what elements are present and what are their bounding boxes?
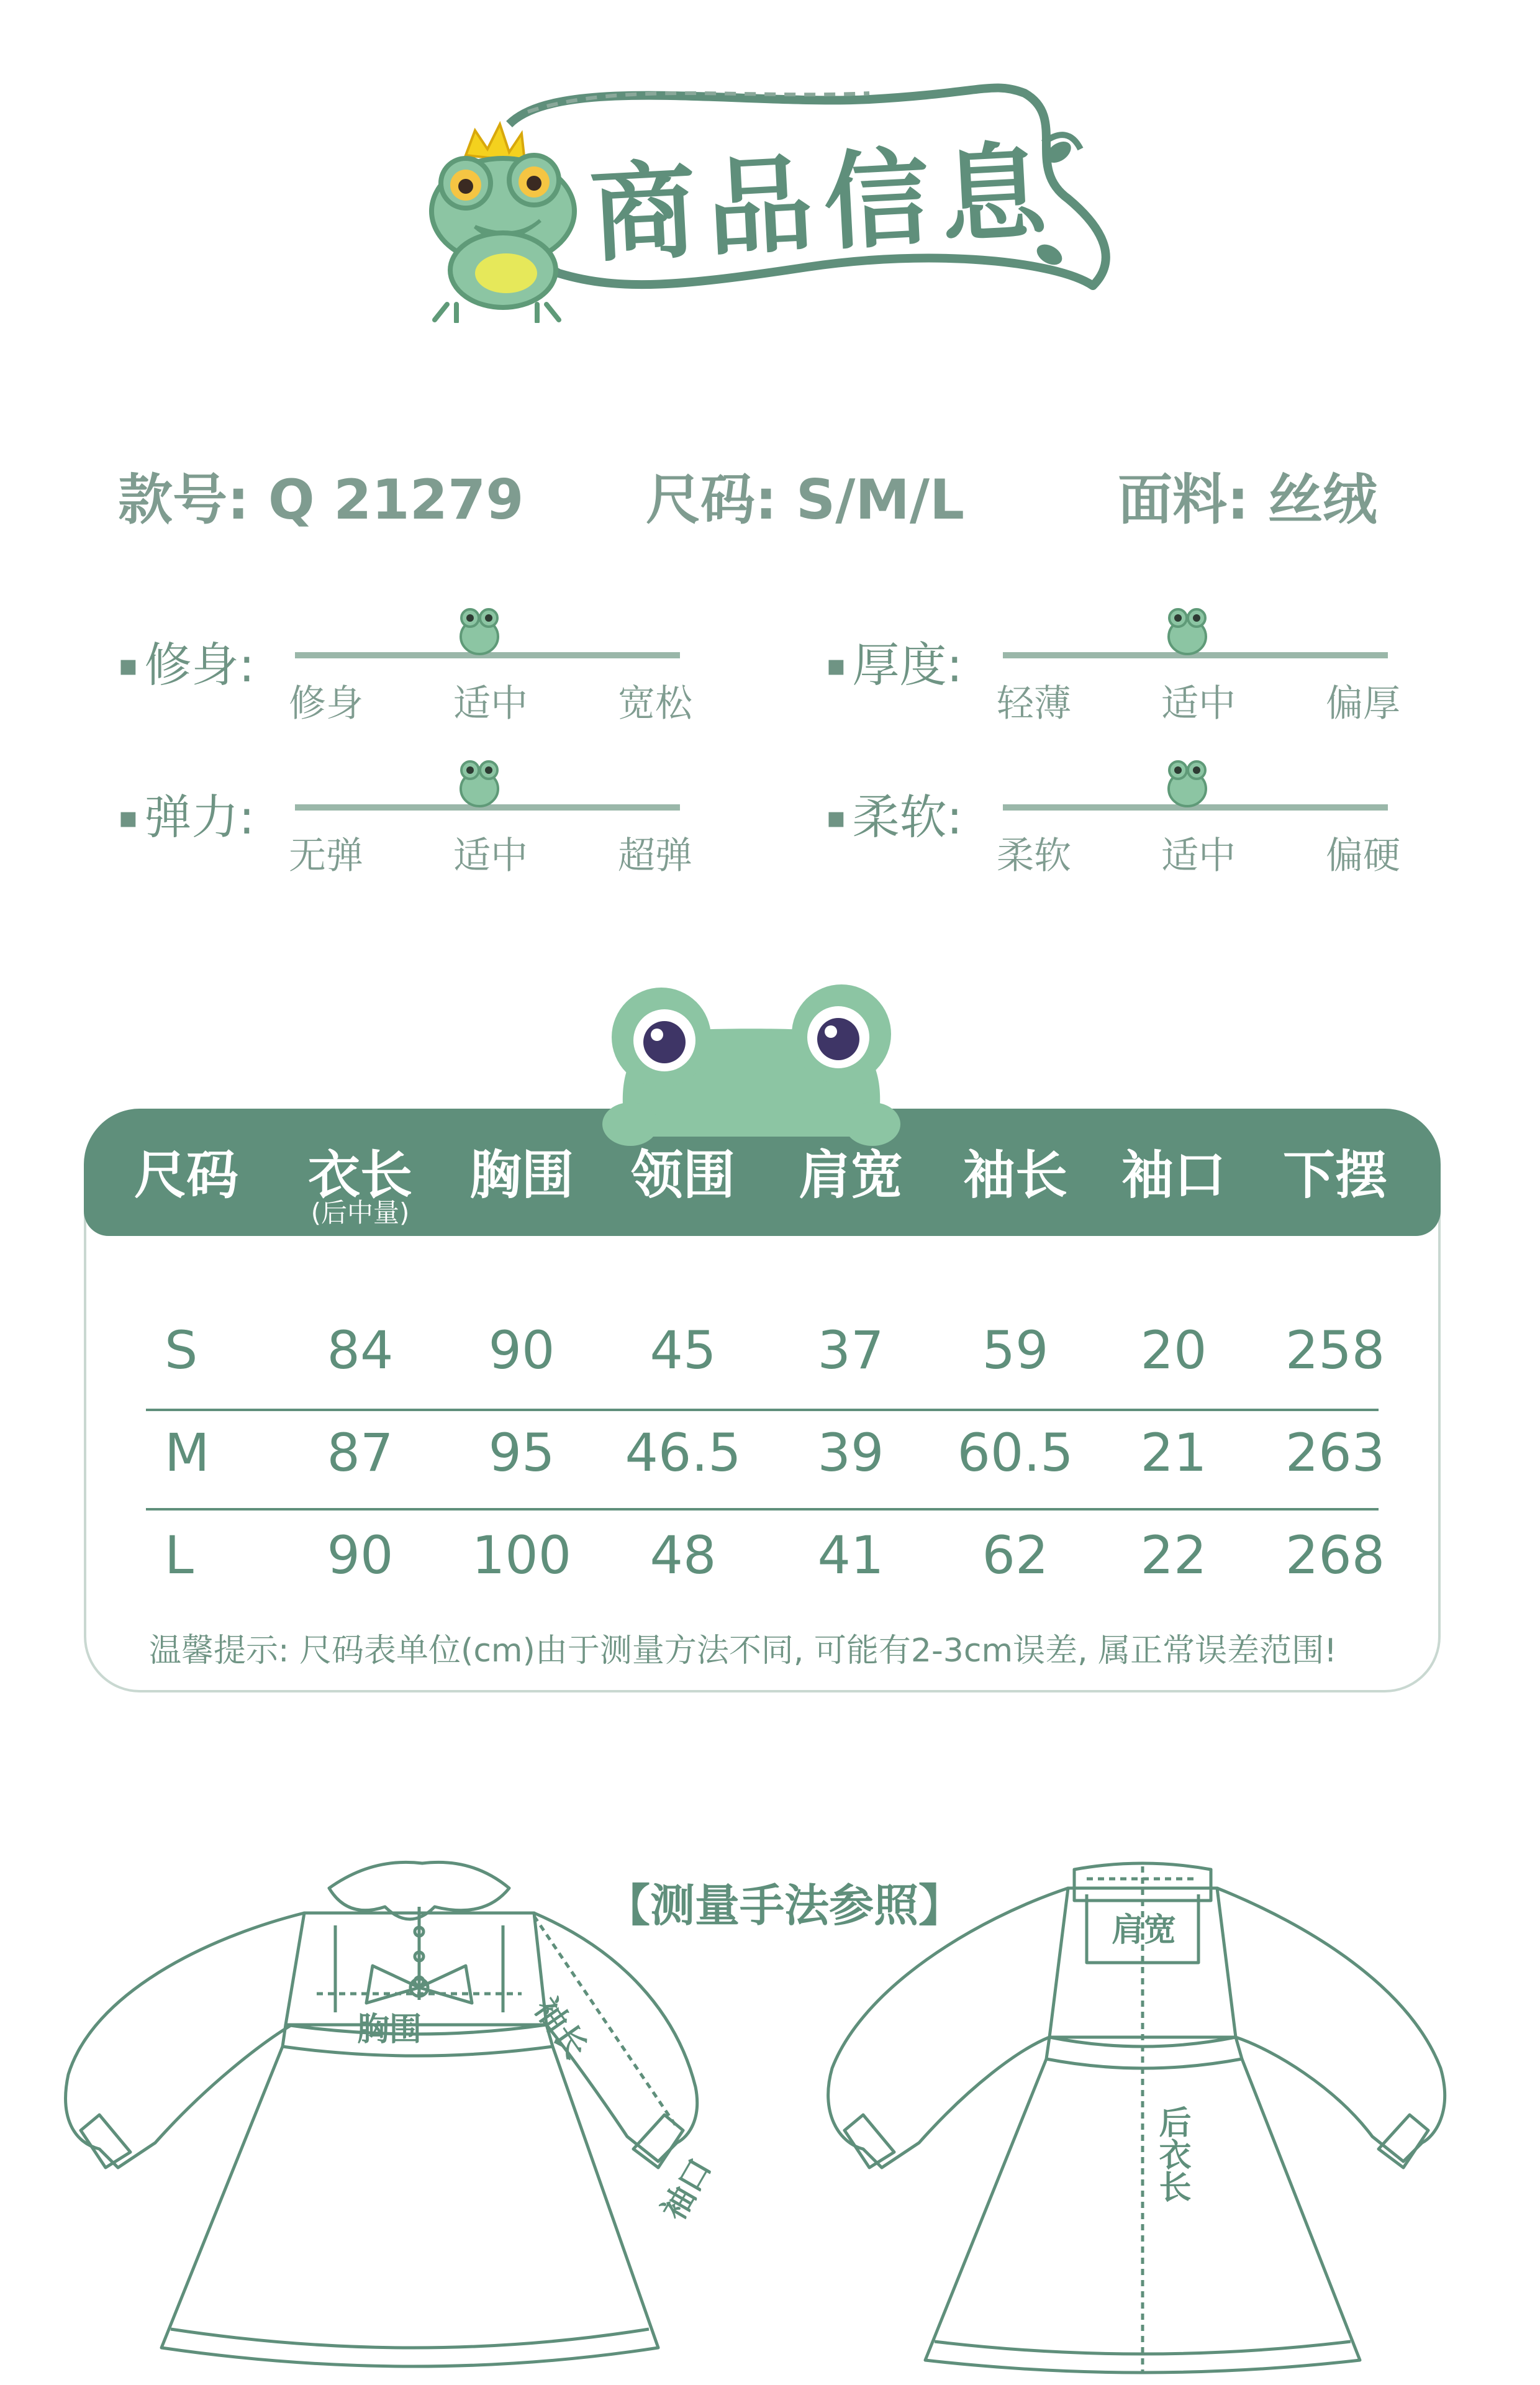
frog-prince-icon	[422, 118, 584, 323]
row-divider	[146, 1508, 1379, 1510]
rating-option-selected: 适中	[453, 682, 528, 725]
rating-softness	[826, 767, 1447, 891]
table-cell: 90	[488, 1320, 555, 1381]
row-divider	[146, 1409, 1379, 1411]
label-chest: 胸围	[357, 2011, 422, 2048]
th-length-note: (后中量)	[310, 1197, 410, 1228]
frog-pin-icon	[1162, 755, 1212, 811]
rating-option: 偏厚	[1326, 682, 1400, 725]
table-cell: 258	[1285, 1320, 1385, 1381]
rating-fit	[118, 615, 739, 739]
table-cell: 84	[327, 1320, 394, 1381]
label-sleeve-length: 袖长	[527, 1991, 594, 2066]
th-chest: 胸围	[469, 1145, 574, 1206]
table-cell: 41	[817, 1525, 884, 1586]
rating-label: ▪ 柔软:	[826, 779, 962, 847]
table-cell: M	[165, 1422, 210, 1483]
table-cell: 263	[1285, 1422, 1385, 1483]
table-cell: 48	[650, 1525, 717, 1586]
table-cell: 45	[650, 1320, 717, 1381]
table-cell: 37	[817, 1320, 884, 1381]
table-cell: 60.5	[957, 1422, 1074, 1483]
frog-pin-icon	[455, 602, 504, 658]
style-number: 款号: Q 21279	[118, 468, 524, 532]
rating-option: 宽松	[618, 682, 692, 725]
dress-front-icon	[62, 1838, 720, 2385]
table-cell: 20	[1140, 1320, 1207, 1381]
label-shoulder: 肩宽	[1112, 1912, 1177, 1949]
rating-option: 无弹	[289, 834, 363, 878]
th-neck: 领围	[630, 1145, 735, 1206]
label-cuff: 袖口	[654, 2152, 720, 2227]
table-cell: 62	[982, 1525, 1049, 1586]
table-cell: S	[165, 1320, 198, 1381]
frog-peek-icon	[602, 975, 900, 1149]
rating-label: ▪ 修身:	[118, 627, 255, 695]
th-length: 衣长	[307, 1145, 412, 1206]
rating-thickness	[826, 615, 1447, 739]
rating-option: 修身	[289, 682, 363, 725]
rating-option: 超弹	[618, 834, 692, 878]
table-cell: 59	[982, 1320, 1049, 1381]
measurement-title: 【测量手法参照】	[605, 1879, 964, 1932]
table-cell: L	[165, 1525, 194, 1586]
table-cell: 100	[471, 1525, 572, 1586]
table-cell: 21	[1140, 1422, 1207, 1483]
rating-option-selected: 适中	[1161, 834, 1236, 878]
crown-icon	[466, 124, 525, 161]
table-cell: 39	[817, 1422, 884, 1483]
table-cell: 268	[1285, 1525, 1385, 1586]
size-note: 温馨提示: 尺码表单位(cm)由于测量方法不同, 可能有2-3cm误差, 属正常误差范围!	[149, 1632, 1338, 1670]
table-cell: 90	[327, 1525, 394, 1586]
size-options: 尺码: S/M/L	[646, 468, 965, 532]
header	[0, 0, 1540, 348]
rating-option: 偏硬	[1326, 834, 1400, 878]
rating-option-selected: 适中	[453, 834, 528, 878]
table-cell: 46.5	[625, 1422, 741, 1483]
th-cuff: 袖口	[1121, 1145, 1226, 1206]
fabric: 面料: 丝绒	[1118, 468, 1377, 532]
rating-option: 轻薄	[997, 682, 1071, 725]
th-sleeve: 袖长	[962, 1145, 1067, 1206]
label-back-length: 后衣长	[1153, 2106, 1190, 2202]
th-shoulder: 肩宽	[798, 1145, 903, 1206]
rating-label: ▪ 厚度:	[826, 627, 962, 695]
table-cell: 22	[1140, 1525, 1207, 1586]
table-cell: 87	[327, 1422, 394, 1483]
rating-elasticity	[118, 767, 739, 891]
th-size: 尺码	[134, 1145, 238, 1206]
rating-option-selected: 适中	[1161, 682, 1236, 725]
frog-pin-icon	[1162, 602, 1212, 658]
th-hem: 下摆	[1282, 1145, 1387, 1206]
table-cell: 95	[488, 1422, 555, 1483]
rating-option: 柔软	[997, 834, 1071, 878]
rating-label: ▪ 弹力:	[118, 779, 255, 847]
frog-pin-icon	[455, 755, 504, 811]
banner-title: 商品信息	[587, 130, 1061, 278]
